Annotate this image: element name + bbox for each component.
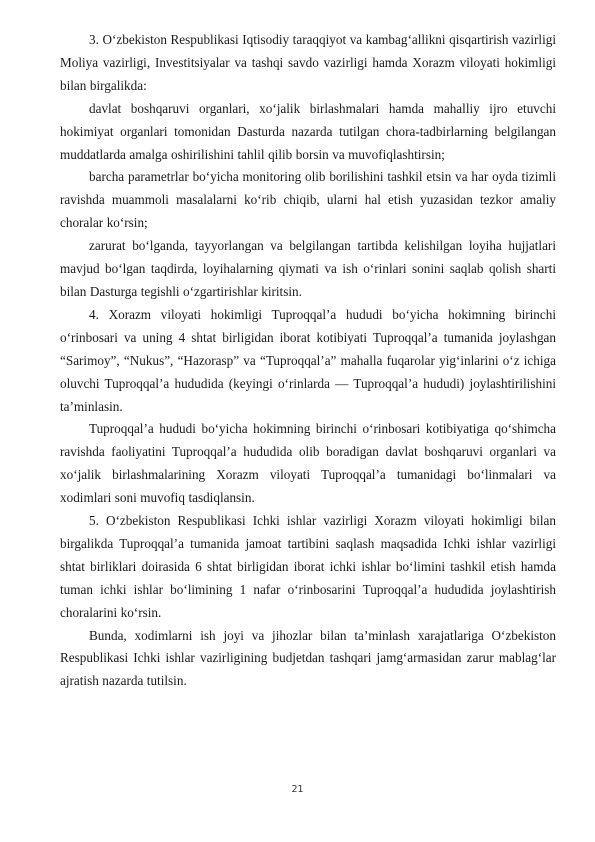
paragraph-item-4: 4. Xorazm viloyati hokimligi Tuproqqal’a hududi bo‘yicha hokimning birinchi o‘rinbosari va uning 4 shtat birligidan iborat kotibiyati Tuproqqal’a tumanida joylashgan “Sarimoy”, “Nukus”, “Hazorasp” va “Tuproqqal’a” mahalla fuqarolar yig‘inlarini o‘z ichiga oluvchi Tuproqqal’a hududida (keyingi o‘rinlarda — Tuproqqal’a hududi) joylashtirilishini ta’minlasin.	[60, 306, 556, 414]
paragraph-funding: Bunda, xodimlarni ish joyi va jihozlar bilan ta’minlash xarajatlariga O‘zbekiston Respublikasi Ichki ishlar vazirligining budjetdan tashqari jamg‘armasidan zarur mablag‘lar ajratish nazarda tutilsin.	[60, 627, 556, 689]
paragraph-monitoring: barcha parametrlar bo‘yicha monitoring olib borilishini tashkil etsin va har oyda tizimli ravishda muammoli masalalarni ko‘rib chiqib, ularni hal etish yuzasidan tezkor amaliy choralar ko‘rsin;	[60, 169, 556, 231]
paragraph-secretariat: Tuproqqal’a hududi bo‘yicha hokimning birinchi o‘rinbosari kotibiyatiga qo‘shimcha ravishda faoliyatini Tuproqqal’a hududida olib boradigan davlat boshqaruvi organlari va xo‘jalik birlashmalarining Xorazm viloyati Tuproqqal’a tumanidagi bo‘linmalari va xodimlari soni muvofiq tasdiqlansin.	[60, 421, 556, 506]
document-body	[60, 29, 556, 693]
paragraph-program-changes: zarurat bo‘lganda, tayyorlangan va belgilangan tartibda kelishilgan loyiha hujjatlari mavjud bo‘lgan taqdirda, loyihalarning qiymati va ish o‘rinlari sonini saqlab qolish sharti bilan Dasturga tegishli o‘zgartirishlar kiritsin.	[60, 238, 556, 299]
page-number: 21	[291, 784, 304, 795]
paragraph-analysis-coordination: davlat boshqaruvi organlari, xo‘jalik birlashmalari hamda mahalliy ijro etuvchi hokimiyat organlari tomonidan Dasturda nazarda tutilgan chora-tadbirlarning belgilangan muddatlarda amalga oshirilishini tahlil qilib borsin va muvofiqlashtirsin;	[60, 100, 556, 162]
paragraph-item-5: 5. O‘zbekiston Respublikasi Ichki ishlar vazirligi Xorazm viloyati hokimligi bilan birgalikda Tuproqqal’a tumanida jamoat tartibini saqlash maqsadida Ichki ishlar vazirligi shtat birliklari doirasida 6 shtat birligidan iborat ichki ishlar bo‘limini tashkil etish hamda tuman ichki ishlar bo‘limining 1 nafar o‘rinbosarini Tuproqqal’a hududida joylashtirish choralarini ko‘rsin.	[60, 513, 556, 620]
paragraph-item-3-intro: 3. O‘zbekiston Respublikasi Iqtisodiy taraqqiyot va kambag‘allikni qisqartirish vazirligi Moliya vazirligi, Investitsiyalar va tashqi savdo vazirligi hamda Xorazm viloyati hokimligi bilan birgalikda:	[60, 32, 556, 93]
